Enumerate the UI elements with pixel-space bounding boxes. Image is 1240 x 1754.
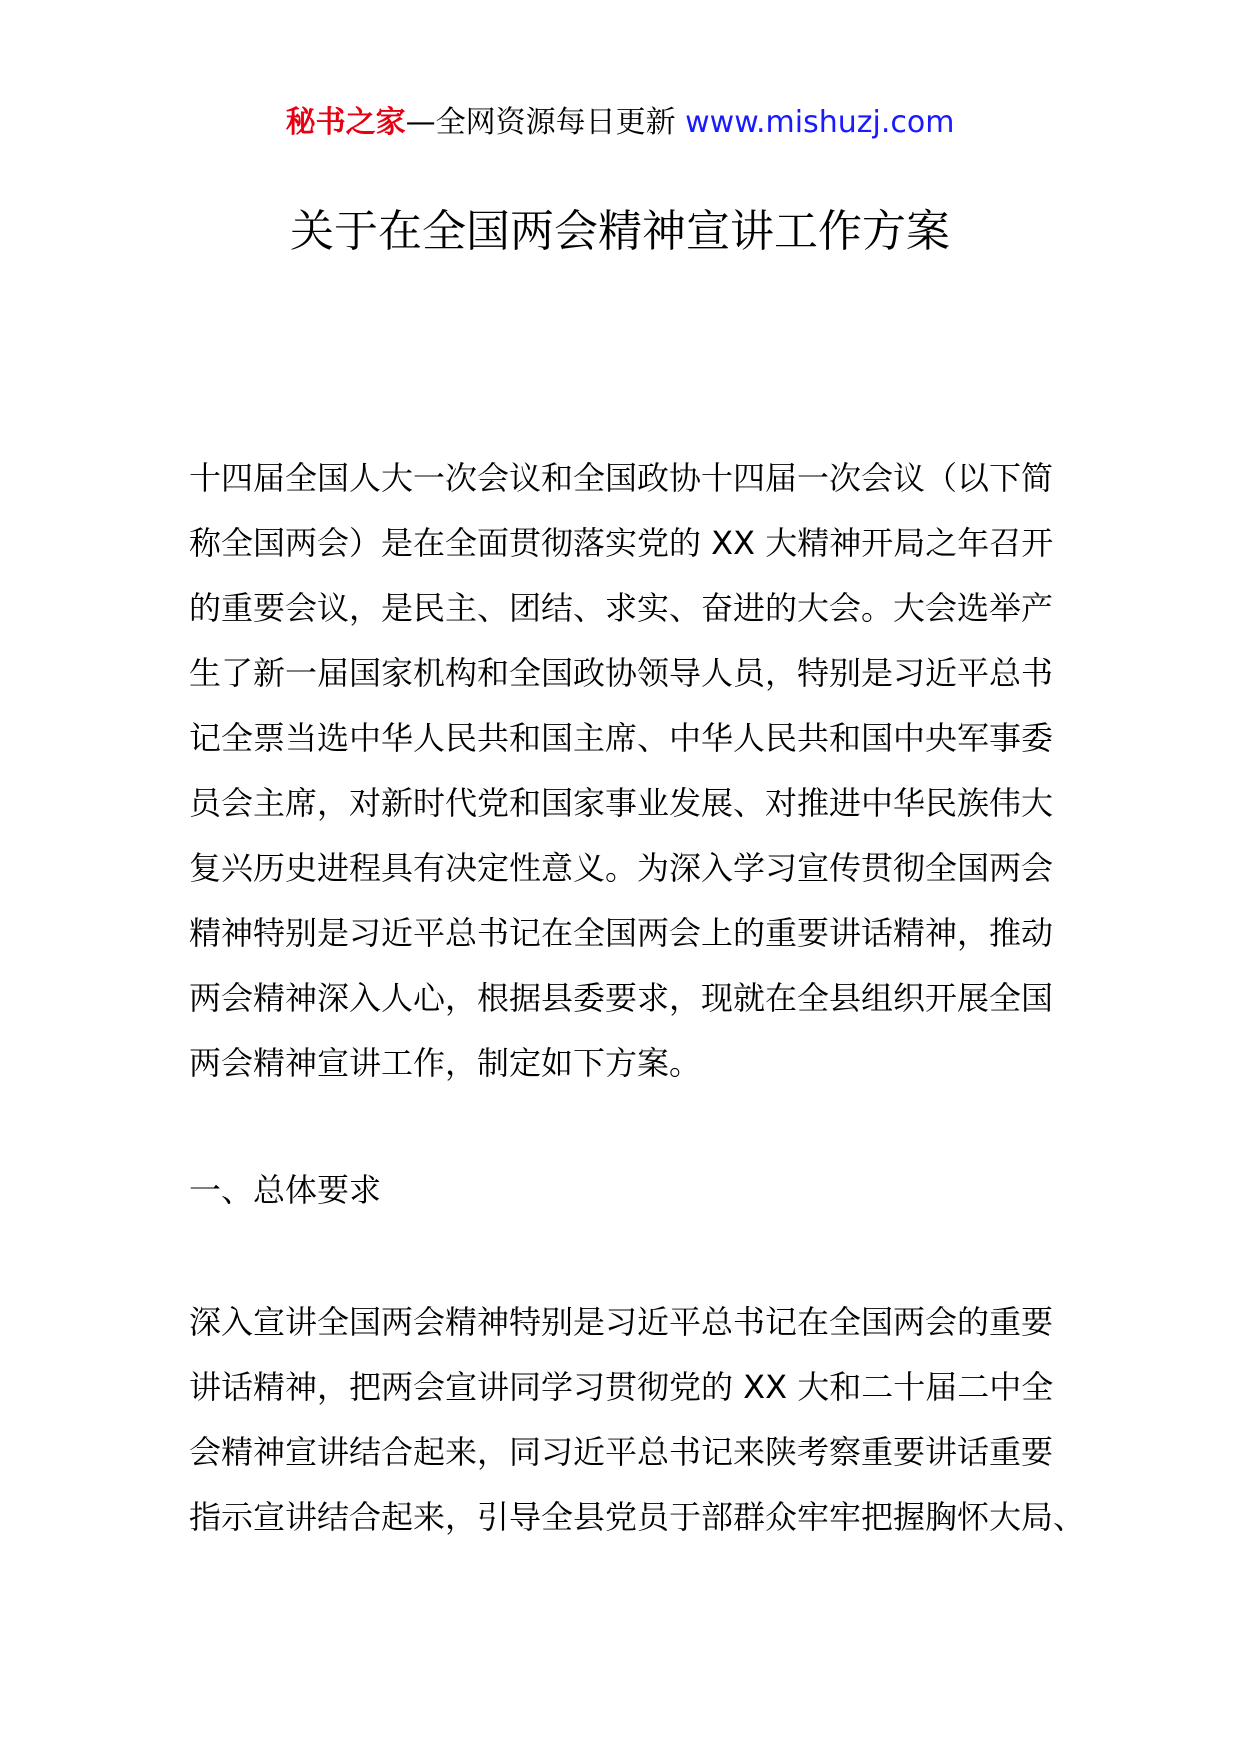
paragraph-line: 深入宣讲全国两会精神特别是习近平总书记在全国两会的重要 xyxy=(189,1303,1054,1341)
site-brand: 秘书之家 xyxy=(285,105,406,140)
site-url-link[interactable]: www.mishuzj.com xyxy=(685,105,955,140)
paragraph-line: 两会精神宣讲工作，制定如下方案。 xyxy=(189,1044,702,1082)
paragraph-general-requirements xyxy=(189,1290,1086,1550)
site-tagline: —全网资源每日更新 xyxy=(405,105,686,140)
paragraph-line: 讲话精神，把两会宣讲同学习贯彻党的 XX 大和二十届二中全 xyxy=(189,1368,1054,1406)
paragraph-line: 会精神宣讲结合起来，同习近平总书记来陕考察重要讲话重要 xyxy=(189,1433,1054,1471)
paragraph-line: 复兴历史进程具有决定性意义。为深入学习宣传贯彻全国两会 xyxy=(189,849,1054,887)
paragraph-line: 记全票当选中华人民共和国主席、中华人民共和国中央军事委 xyxy=(189,719,1054,757)
paragraph-line: 的重要会议，是民主、团结、求实、奋进的大会。大会选举产 xyxy=(189,589,1054,627)
paragraph-intro xyxy=(189,446,1069,1096)
paragraph-line: 精神特别是习近平总书记在全国两会上的重要讲话精神，推动 xyxy=(189,914,1054,952)
section-heading-general-requirements xyxy=(189,1158,1069,1223)
paragraph-line: 生了新一届国家机构和全国政协领导人员，特别是习近平总书 xyxy=(189,654,1054,692)
section-heading-text: 一、总体要求 xyxy=(189,1171,382,1209)
paragraph-line: 指示宣讲结合起来，引导全县党员于部群众牢牢把握胸怀大局、 xyxy=(189,1498,1086,1536)
paragraph-line: 十四届全国人大一次会议和全国政协十四届一次会议（以下简 xyxy=(189,459,1054,497)
paragraph-line: 两会精神深入人心，根据县委要求，现就在全县组织开展全国 xyxy=(189,979,1054,1017)
document-title: 关于在全国两会精神宣讲工作方案 xyxy=(290,206,950,257)
site-header xyxy=(0,100,1240,146)
paragraph-line: 称全国两会）是在全面贯彻落实党的 XX 大精神开局之年召开 xyxy=(189,524,1054,562)
paragraph-line: 员会主席，对新时代党和国家事业发展、对推进中华民族伟大 xyxy=(189,784,1054,822)
